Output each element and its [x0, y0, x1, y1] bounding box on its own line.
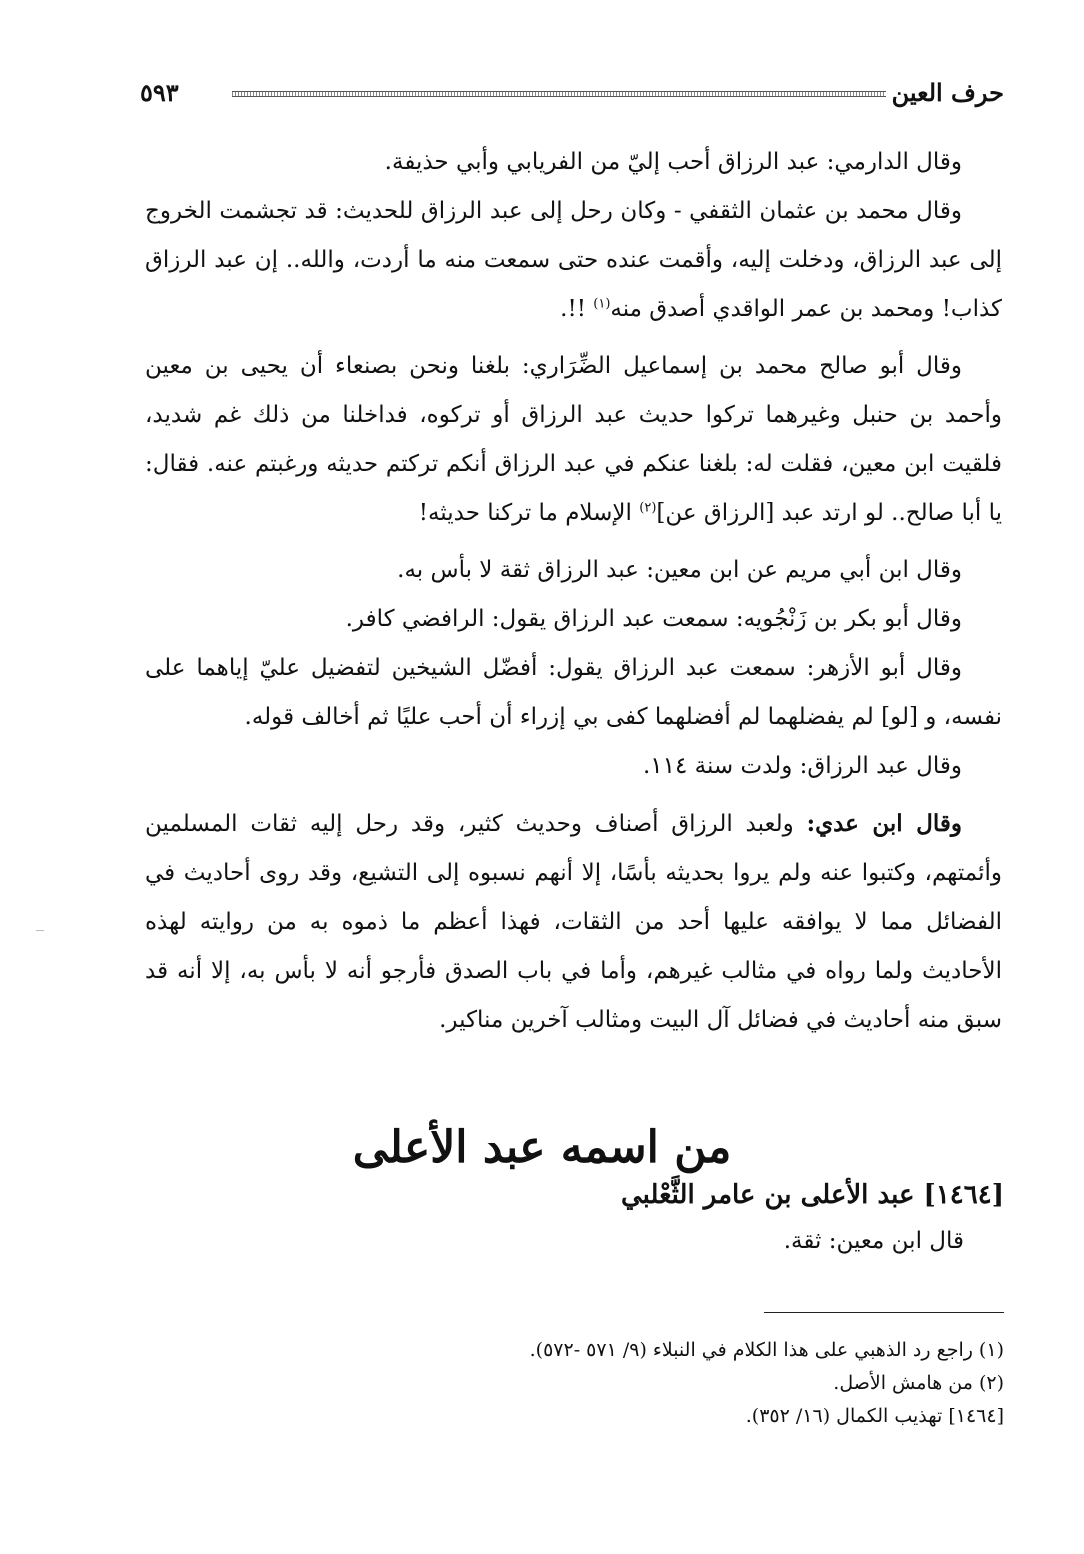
entry-title: [١٤٦٤] عبد الأعلى بن عامر الثَّعْلبي: [621, 1180, 1004, 1210]
paragraph-ibn-adi: وقال ابن عدي: ولعبد الرزاق أصناف وحديث كثير، وقد رحل إليه ثقات المسلمين وأئمتهم، وكتبوا عنه ولم يروا بحديثه بأسًا، إلا أنهم نسبوه إلى التشيع، وقد روى أحاديث في الفضائل مما لا يوافقه عليها أحد من الثقات، فهذا أعظم ما ذموه به من روايته لهذه الأحاديث ولما رواه في مثالب غيرهم، وأما في باب الصدق فأرجو أنه لا بأس به، إلا أنه قد سبق منه أحاديث في فضائل آل البيت ومثالب آخرين مناكير.: [145, 810, 1002, 1033]
chapter-title: حرف العين: [891, 78, 1004, 107]
header-rule: [232, 91, 886, 97]
entry-text: قال ابن معين: ثقة.: [783, 1228, 964, 1254]
paragraph-birth-year: وقال عبد الرزاق: ولدت سنة ١١٤.: [642, 753, 962, 779]
paragraph-zanjuwayh: وقال أبو بكر بن زَنْجُويه: سمعت عبد الرزاق يقول: الرافضي كافر.: [345, 606, 962, 632]
paragraph-abu-al-azhar: وقال أبو الأزهر: سمعت عبد الرزاق يقول: أفضّل الشيخين لتفضيل عليّ إياهما على نفسه، و [لو] لم يفضلهما لم أفضلهما كفى بي إزراء أن أحب عليًا ثم أخالف قوله.: [145, 655, 1002, 730]
running-header: [140, 78, 1004, 112]
margin-mark: [36, 930, 44, 931]
footnotes: [140, 1334, 1004, 1433]
footnote-2: (٢) من هامش الأصل.: [833, 1372, 1004, 1394]
footnote-ref-1[interactable]: (١): [593, 296, 611, 312]
paragraph-abu-salih: وقال أبو صالح محمد بن إسماعيل الضِّرَاري: بلغنا ونحن بصنعاء أن يحيى بن معين وأحمد بن حنبل وغيرهما تركوا حديث عبد الرزاق أو تركوه، فداخلنا من ذلك غم شديد، فلقيت ابن معين، فقلت له: بلغنا عنكم في عبد الرزاق أنكم تركتم حديثه ورغبتم عنه. فقال: يا أبا صالح.. لو ارتد عبد [الرزاق عن]$^{(٢)}$ الإسلام ما تركنا حديثه!: [145, 353, 1002, 526]
paragraph-darimi: وقال الدارمي: عبد الرزاق أحب إليّ من الفريابي وأبي حذيفة.: [384, 149, 962, 175]
paragraph-thaqafi: وقال محمد بن عثمان الثقفي - وكان رحل إلى عبد الرزاق للحديث: قد تجشمت الخروج إلى عبد الرزاق، ودخلت إليه، وأقمت عنده حتى سمعت منه ما أردت، والله.. إن عبد الرزاق كذاب! ومحمد بن عمر الواقدي أصدق منه$^{(١)}$ !!.: [145, 198, 1002, 322]
footnote-divider: [764, 1312, 1004, 1313]
page-number: ٥٩٣: [140, 78, 179, 107]
paragraph-ibn-abi-maryam: وقال ابن أبي مريم عن ابن معين: عبد الرزاق ثقة لا بأس به.: [397, 557, 962, 583]
main-text: [145, 138, 1002, 1045]
footnote-ref-2[interactable]: (٢): [639, 500, 657, 516]
section-heading: من اسمه عبد الأعلى: [352, 1122, 732, 1173]
footnote-1: (١) راجع رد الذهبي على هذا الكلام في النبلاء (٩/ ٥٧١ -٥٧٢).: [529, 1339, 1004, 1361]
footnote-3: [١٤٦٤] تهذيب الكمال (١٦/ ٣٥٢).: [745, 1405, 1004, 1427]
